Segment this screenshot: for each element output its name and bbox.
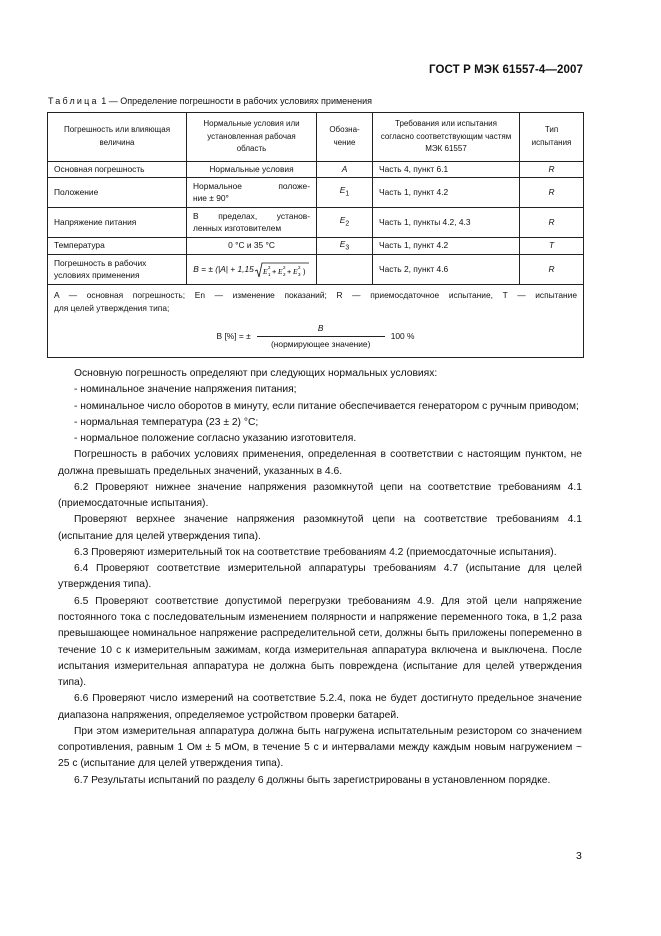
note-line2: для целей утверждения типа; [54, 303, 170, 314]
paragraph: 6.6 Проверяют число измерений на соответствие 5.2.4, пока не будет достигнуто предельное значение диапазона напряжения, определяемое устройством проверки батарей. [58, 693, 582, 721]
svg-text:+: + [271, 266, 277, 276]
operating-error-formula: B = ± (|A| + 1,15 [193, 264, 254, 275]
svg-text:E: E [262, 266, 268, 276]
table-note [48, 285, 584, 357]
table-row [48, 162, 584, 178]
table-row [48, 255, 584, 285]
header-conditions: Нормальные условия или установленная рабочая область [187, 113, 317, 162]
page-number: 3 [576, 850, 582, 862]
cell-symbol: $E_3$ [317, 238, 373, 255]
header-quantity: Погрешность или влияющая величина [48, 113, 187, 162]
cell-symbol: $E_1$ [317, 178, 373, 208]
table-caption-word: Таблица [48, 96, 99, 106]
cell-requirement: Часть 1, пункты 4.2, 4.3 [373, 208, 520, 238]
svg-text:E: E [277, 266, 283, 276]
paragraph: Погрешность в рабочих условиях применения, определенная в соответствии с настоящим пунктом, не должна превышать предельных значений, указанных в 4.6. [58, 449, 582, 477]
header-symbol: Обозна-чение [317, 113, 373, 162]
svg-text:2: 2 [267, 264, 271, 270]
cell-symbol: $E_2$ [317, 208, 373, 238]
relative-error-formula [54, 322, 577, 351]
paragraph: Проверяют верхнее значение напряжения разомкнутой цепи на соответствие требованиям 4.1 (испытание для целей утверждения типа). [58, 514, 582, 542]
cell-test: T [520, 238, 584, 255]
cell-formula [187, 255, 317, 285]
svg-text:2: 2 [282, 271, 286, 277]
paragraph: 6.4 Проверяют соответствие измерительной аппаратуры требованиям 4.7 (испытание для целей утверждения типа). [58, 563, 582, 591]
table-row [48, 238, 584, 255]
cell-quantity: Основная погрешность [48, 162, 187, 178]
table-header-row [48, 113, 584, 162]
cell-symbol: A [317, 162, 373, 178]
cell-quantity: Погрешность в рабочих условиях применения [48, 255, 187, 285]
svg-text:+: + [286, 266, 292, 276]
list-item: - номинальное значение напряжения питания; [74, 384, 297, 396]
list-item: - номинальное число оборотов в минуту, если питание обеспечивается генератором с ручным приводом; [74, 400, 579, 412]
note-line1: A — основная погрешность; En — изменение показаний; R — приемосдаточное испытание, T — испытание [54, 290, 577, 301]
cell-condition-line2: ленных изготовителем [193, 222, 282, 233]
cell-quantity: Напряжение питания [48, 208, 187, 238]
cell-condition-line1: Нормальное положе- [193, 180, 310, 191]
sqrt-sum-formula [254, 261, 310, 279]
cell-condition [187, 208, 317, 238]
formula-right: 100 % [390, 330, 415, 341]
cell-quantity: Положение [48, 178, 187, 208]
cell-requirement: Часть 4, пункт 6.1 [373, 162, 520, 178]
paragraph: 6.7 Результаты испытаний по разделу 6 должны быть зарегистрированы в установленном порядке. [74, 774, 551, 786]
cell-condition-line1: В пределах, установ- [193, 210, 310, 221]
paragraph: При этом измерительная аппаратура должна быть нагружена испытательным резистором со значением сопротивления, равным 1 Ом ± 5 мОм, в течение 5 с и интервалами между каждым новым нагружением ~ 25 с (испытание для целей утверждения типа). [58, 725, 582, 770]
header-test-type: Тип испытания [520, 113, 584, 162]
svg-text:1: 1 [267, 271, 271, 277]
table-caption [48, 96, 372, 106]
svg-text:2: 2 [282, 264, 286, 270]
body-text [58, 366, 582, 789]
document-header: ГОСТ Р МЭК 61557-4—2007 [429, 64, 583, 76]
cell-condition: 0 °C и 35 °C [187, 238, 317, 255]
formula-numerator: B [257, 322, 385, 337]
table-note-row [48, 285, 584, 357]
cell-requirement: Часть 1, пункт 4.2 [373, 238, 520, 255]
cell-requirement: Часть 2, пункт 4.6 [373, 255, 520, 285]
paragraph: 6.5 Проверяют соответствие допустимой перегрузки требованиям 4.9. Для этой цели напряжение постоянного тока с последовательным изменением полярности и напряжение переменного тока, в 1,2 раза превышающее номинальное напряжение распределительной сети, должны быть приложены попеременно в течение 10 с к измерительным зажимам, когда измерительная аппаратура включена и выключена. После испытания измерительная аппаратура не должна быть повреждена (испытание для целей утверждения типа). [58, 595, 582, 689]
error-table [47, 112, 584, 358]
cell-symbol [317, 255, 373, 285]
paragraph: 6.3 Проверяют измерительный ток на соответствие требованиям 4.2 (приемосдаточные испытания). [74, 546, 557, 558]
svg-text:3: 3 [297, 271, 301, 277]
cell-quantity: Температура [48, 238, 187, 255]
table-row [48, 178, 584, 208]
table-caption-text: 1 — Определение погрешности в рабочих условиях применения [101, 96, 373, 106]
cell-test: R [520, 178, 584, 208]
svg-text:E: E [292, 266, 298, 276]
cell-condition-line2: ние ± 90° [193, 192, 229, 203]
header-requirements: Требования или испытания согласно соответствующим частям МЭК 61557 [373, 113, 520, 162]
cell-condition: Нормальные условия [187, 162, 317, 178]
cell-condition [187, 178, 317, 208]
list-item: - нормальная температура (23 ± 2) °C; [74, 416, 259, 428]
svg-text:): ) [302, 266, 306, 276]
cell-test: R [520, 162, 584, 178]
cell-test: R [520, 255, 584, 285]
svg-text:2: 2 [297, 264, 301, 270]
table-row [48, 208, 584, 238]
formula-denominator: (нормирующее значение) [271, 338, 371, 349]
paragraph: Основную погрешность определяют при следующих нормальных условиях: [74, 368, 438, 379]
formula-left: B [%] = ± [216, 330, 251, 341]
cell-test: R [520, 208, 584, 238]
paragraph: 6.2 Проверяют нижнее значение напряжения разомкнутой цепи на соответствие требованиям 4.1 (приемосдаточные испытания). [58, 481, 582, 510]
formula-fraction [257, 322, 385, 351]
cell-requirement: Часть 1, пункт 4.2 [373, 178, 520, 208]
list-item: - нормальное положение согласно указанию изготовителя. [74, 433, 357, 445]
